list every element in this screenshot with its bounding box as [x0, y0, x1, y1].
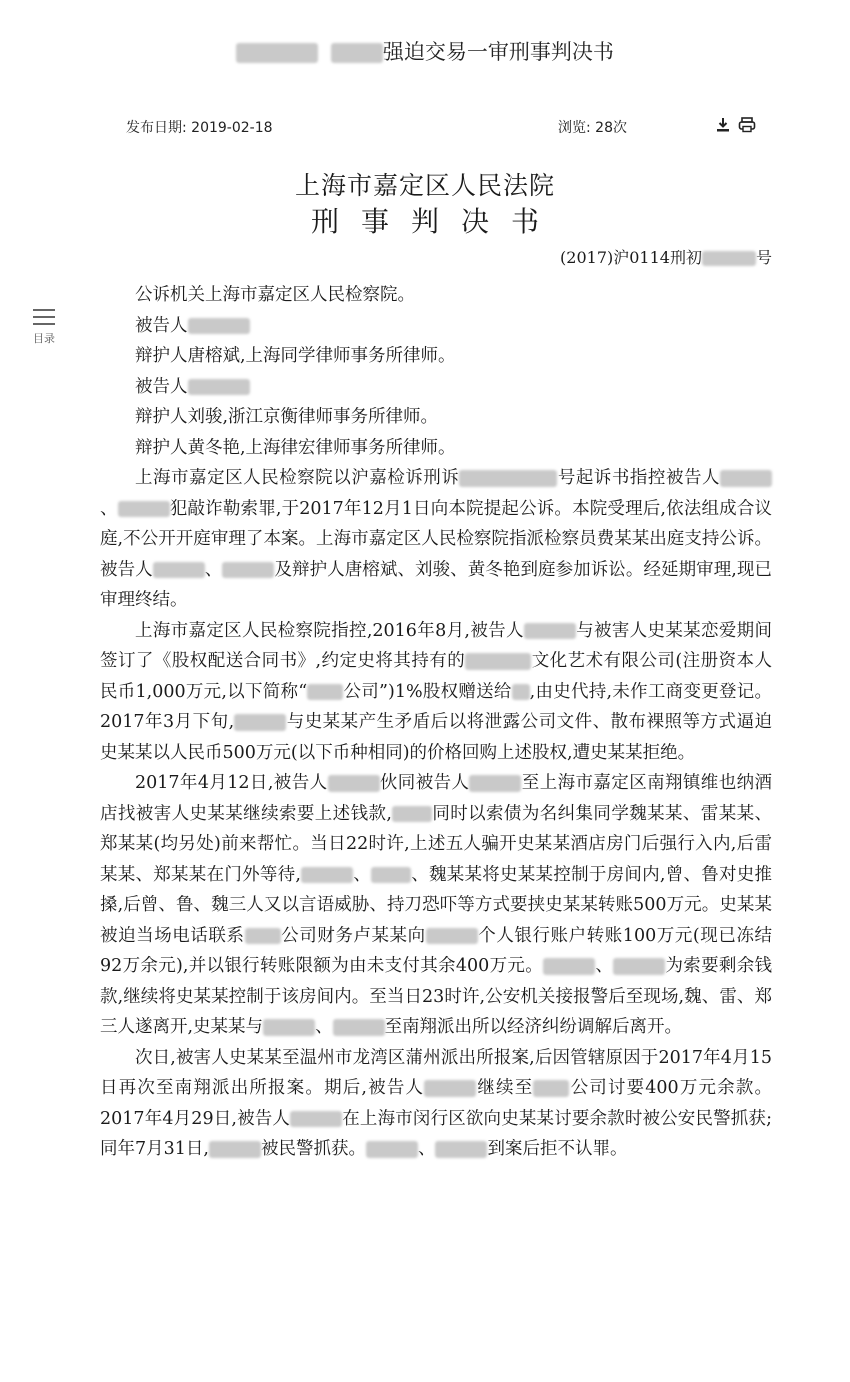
case-number-prefix: (2017)沪0114刑初 — [560, 248, 702, 267]
view-count-value: 28次 — [595, 120, 627, 136]
redacted-name — [153, 562, 205, 579]
text-span: 2017年4月12日,被告人 — [135, 773, 328, 793]
court-name: 上海市嘉定区人民法院 — [294, 171, 555, 200]
redacted-name — [543, 958, 595, 975]
lawyer-line: 辩护人刘骏,浙江京衡律师事务所律师。 — [135, 407, 439, 427]
redacted-name — [426, 928, 478, 945]
text-span: 及辩护人唐榕斌、刘骏、黄冬艳到庭参加诉讼。经延期审理,现已审理终结。 — [100, 559, 773, 610]
judgment-body — [100, 280, 772, 1165]
redacted-name — [366, 1141, 418, 1158]
redacted-name — [307, 684, 343, 701]
text-span: 上海市嘉定区人民检察院以沪嘉检诉刑诉 — [135, 468, 460, 488]
redacted-name — [236, 43, 318, 63]
redacted-name — [301, 867, 353, 884]
toolbar — [714, 116, 756, 134]
redacted-number — [702, 251, 756, 266]
redacted-name — [333, 1019, 385, 1036]
text-span: 公司财务卢某某向 — [280, 925, 426, 946]
text-span: 与被害人史某某恋爱期间签订了《股权配送合同书》,约定史将其持有的 — [100, 620, 773, 671]
redacted-name — [234, 714, 286, 731]
document-title-text: 强迫交易一审刑事判决书 — [382, 40, 614, 64]
download-icon[interactable] — [714, 116, 732, 134]
publish-date-label: 发布日期: — [126, 120, 187, 136]
text-span: 与史某某产生矛盾后以将泄露公司文件、散布裸照等方式逼迫史某某以人民币500万元(以下币种相同)的价格回购上述股权,遭史某某拒绝。 — [100, 712, 773, 763]
redacted-name — [290, 1111, 342, 1128]
redacted-name — [328, 775, 380, 792]
text-span: 为索要剩余钱款,继续将史某某控制于该房间内。至当日23时许,公安机关接报警后至现场,魏、雷、郑三人遂离开,史某某与 — [100, 956, 773, 1037]
text-span: 至上海市嘉定区南翔镇维也纳酒店找被害人史某某继续索要上述钱款, — [100, 773, 772, 824]
case-number — [560, 245, 772, 268]
meta-bar — [126, 117, 756, 139]
text-span: 公司”)1%股权赠送给 — [343, 681, 512, 702]
paragraph-arrest: 次日,被害人史某某至温州市龙湾区蒲州派出所报案,后因管辖原因于2017年4月15日再次至南翔派出所报案。期后,被告人 继续至 公司讨要400万元余款。2017年4月29日,被告人 在上海市闵行区欲向史某某讨要余款时被公安民警抓获;同年7月31日, 被民警抓获。 、 到案后拒不认罪。 — [100, 1047, 773, 1159]
toc-button[interactable] — [26, 304, 62, 346]
redacted-name — [720, 470, 772, 487]
publish-date — [126, 117, 273, 137]
print-icon[interactable] — [738, 116, 756, 134]
redacted-name — [469, 775, 521, 792]
paragraph-charges — [100, 616, 772, 769]
toc-label: 目录 — [33, 332, 55, 345]
redacted-name — [188, 318, 250, 335]
redacted-name — [392, 806, 432, 823]
case-number-suffix: 号 — [755, 248, 772, 267]
redacted-name — [371, 867, 411, 884]
view-count — [558, 117, 627, 137]
redacted-name — [245, 928, 281, 945]
defendant-line — [100, 311, 772, 342]
paragraph-facts: 2017年4月12日,被告人 伙同被告人 至上海市嘉定区南翔镇维也纳酒店找被害人史某某继续索要上述钱款, 同时以索债为名纠集同学魏某某、雷某某、郑某某(均另处)前来帮忙。当日22时许,上述五人骗开史某某酒店房门后强行入内,后雷某某、郑某某在门外等待, 、 、魏某某将史某某控制于房间内,曾、鲁对史推搡,后曾、鲁、魏三人又以言语威胁、持刀恐吓等方式要挟史某某转账500万元。史某某被迫当场电话联系 公司财务卢某某向 个人银行账户转账100万元(现已冻结92万余元),并以银行转账限额为由未支付其余400万元。 、 为索要剩余钱款,继续将史某某控制于该房间内。至当日23时许,公安机关接报警后至现场,魏、雷、郑三人遂离开,史某某与 、 至南翔派出所以经济纠纷调解后离开。 — [100, 773, 773, 1037]
text-span: ,由史代持,未作工商变更登记。2017年3月下旬, — [100, 681, 772, 732]
redacted-name — [118, 501, 170, 518]
redacted-name — [209, 1141, 261, 1158]
text-span: 、魏某某将史某某控制于房间内,曾、鲁对史推搡,后曾、鲁、魏三人又以言语威胁、持刀恐吓等方式要挟史某某转账500万元。史某某被迫当场电话联系 — [100, 864, 773, 946]
document-type: 刑事判决书 — [310, 205, 561, 238]
prosecutor-line: 公诉机关上海市嘉定区人民检察院。 — [135, 285, 415, 305]
text-span: 在上海市闵行区欲向史某某讨要余款时被公安民警抓获;同年7月31日, — [100, 1108, 772, 1159]
text-span: 个人银行账户转账100万元(现已冻结92万余元),并以银行转账限额为由未支付其余400万元。 — [100, 925, 773, 976]
redacted-name — [263, 1019, 315, 1036]
redacted-name — [424, 1080, 476, 1097]
redacted-name — [465, 653, 531, 670]
lawyer-line: 辩护人唐榕斌,上海同学律师事务所律师。 — [135, 346, 456, 366]
text-span: 号起诉书指控被告人 — [557, 468, 721, 488]
redacted-name — [188, 379, 250, 396]
text-span: 公司讨要400万元余款。2017年4月29日,被告人 — [100, 1078, 773, 1129]
list-icon — [33, 309, 55, 325]
document-title — [0, 36, 850, 66]
redacted-name — [524, 623, 576, 640]
text-span: 继续至 — [476, 1078, 534, 1098]
text-span: 被民警抓获。 — [260, 1139, 366, 1159]
paragraph-indictment: 上海市嘉定区人民检察院以沪嘉检诉刑诉 号起诉书指控被告人、 犯敲诈勒索罪,于2017年12月1日向本院提起公诉。本院受理后,依法组成合议庭,不公开开庭审理了本案。上海市嘉定区人民检察院指派检察员费某某出庭支持公诉。被告人 、 及辩护人唐榕斌、刘骏、黄冬艳到庭参加诉讼。经延期审理,现已审理终结。 — [100, 468, 773, 610]
defendant-label: 被告人 — [135, 315, 188, 336]
text-span: 犯敲诈勒索罪,于2017年12月1日向本院提起公诉。本院受理后,依法组成合议庭,不公开开庭审理了本案。上海市嘉定区人民检察院指派检察员费某某出庭支持公诉。被告人 — [100, 498, 773, 580]
redacted-name — [222, 562, 274, 579]
redacted-name — [512, 684, 530, 701]
text-span: 上海市嘉定区人民检察院指控,2016年8月,被告人 — [135, 620, 524, 641]
lawyer-line: 辩护人黄冬艳,上海律宏律师事务所律师。 — [135, 437, 456, 458]
text-span: 文化艺术有限公司(注册资本人民币1,000万元,以下简称“ — [100, 651, 773, 702]
view-count-label: 浏览: — [558, 120, 591, 136]
text-span: 次日,被害人史某某至温州市龙湾区蒲州派出所报案,后因管辖原因于2017年4月15日再次至南翔派出所报案。期后,被告人 — [100, 1047, 772, 1098]
redacted-name — [331, 43, 383, 63]
publish-date-value: 2019-02-18 — [191, 120, 273, 136]
defendant-line — [100, 372, 772, 403]
text-span: 伙同被告人 — [379, 773, 470, 793]
redacted-name — [613, 958, 665, 975]
redacted-name — [435, 1141, 487, 1158]
text-span: 同时以索债为名纠集同学魏某某、雷某某、郑某某(均另处)前来帮忙。当日22时许,上述五人骗开史某某酒店房门后强行入内,后雷某某、郑某某在门外等待, — [100, 803, 773, 885]
redacted-number — [459, 470, 557, 487]
defendant-label: 被告人 — [135, 376, 188, 397]
redacted-name — [533, 1080, 569, 1097]
text-span: 至南翔派出所以经济纠纷调解后离开。 — [384, 1017, 683, 1037]
text-span: 到案后拒不认罪。 — [487, 1139, 628, 1159]
